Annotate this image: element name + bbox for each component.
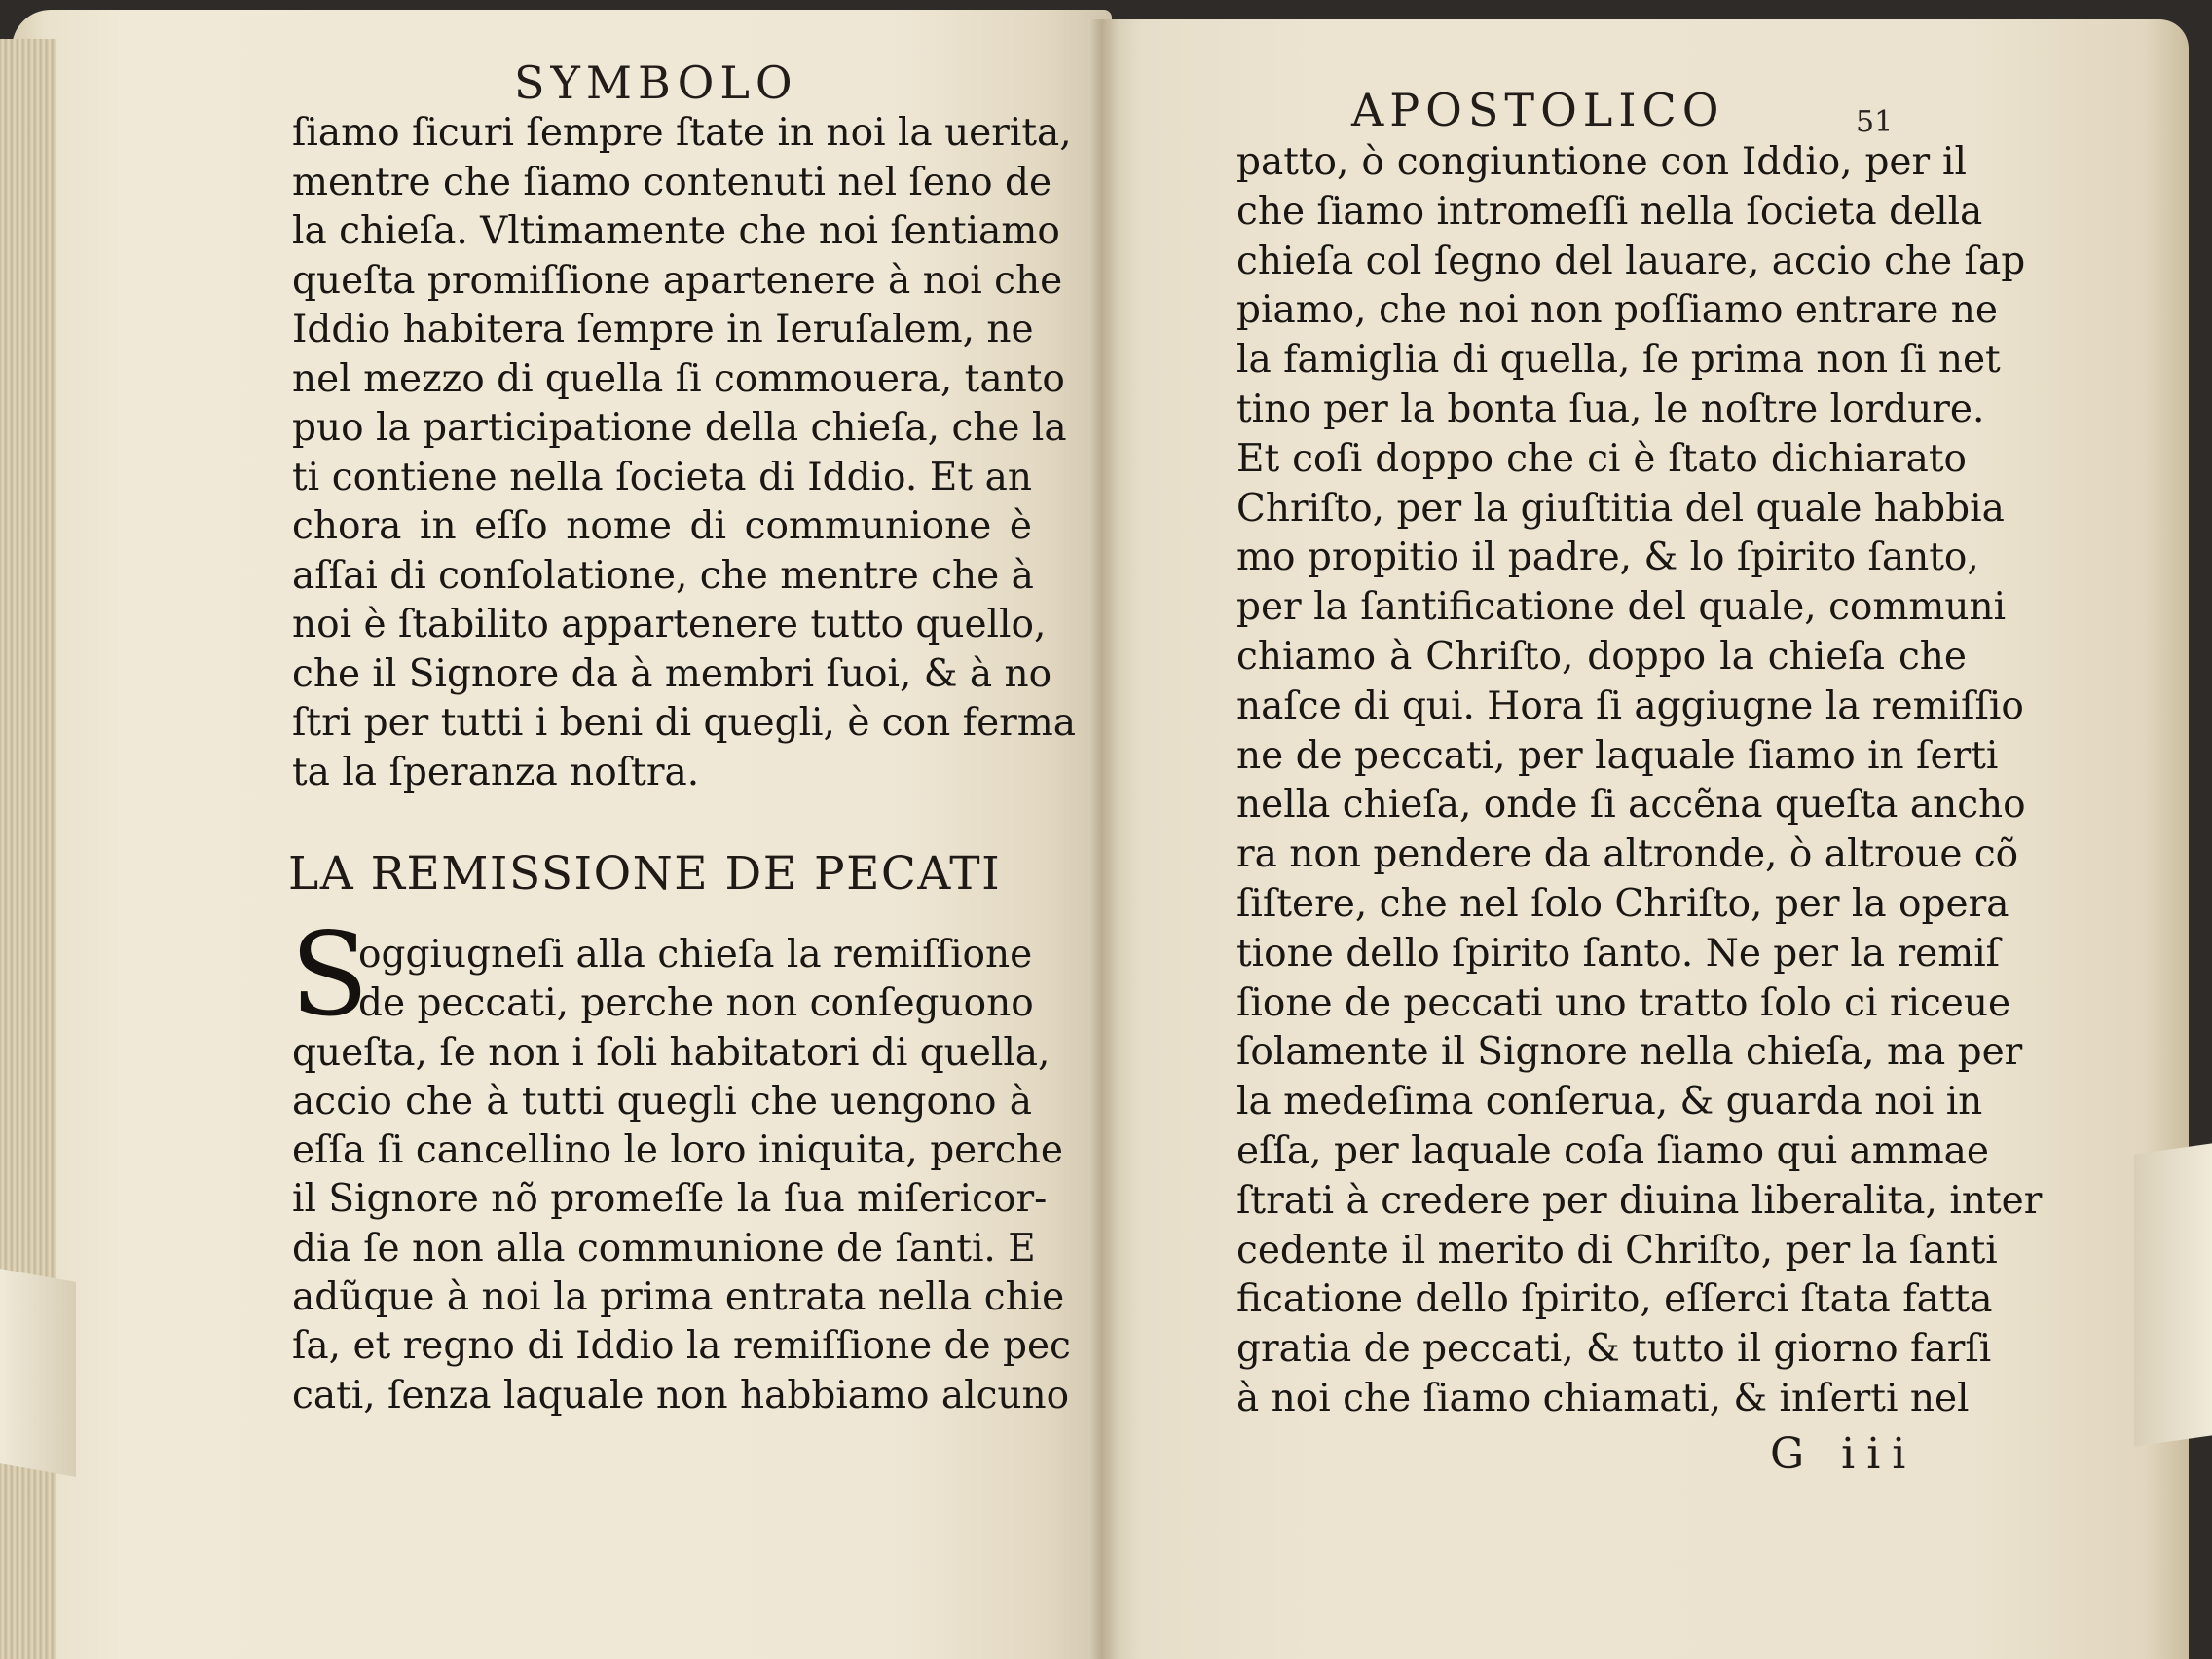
text-line: noi è ſtabilito appartenere tutto quello, [292,603,1047,646]
left-running-head: SYMBOLO [514,56,798,109]
text-line: per la ſantificatione del quale, communi [1236,585,2007,630]
text-line: à noi che ſiamo chiamati, & inſerti nel [1236,1376,1970,1420]
text-line: de peccati, perche non conſeguono [358,981,1034,1026]
text-line: chieſa col ſegno del lauare, accio che ſap [1236,239,2026,283]
text-line: ra non pendere da altronde, ò altroue cõ [1236,832,2019,877]
text-line: accio che à tutti quegli che uengono à [292,1079,1032,1124]
text-line: chora in eſſo nome di communione è [292,504,1032,548]
section-heading: LA REMISSIONE DE PECATI [288,847,1002,901]
text-line: cati, ſenza laquale non habbiamo alcuno [292,1373,1070,1418]
text-line: la medeſima conſerua, & guarda noi in [1236,1080,1983,1124]
text-line: queſta, ſe non i ſoli habitatori di quella, [292,1030,1051,1075]
text-line: ſtri per tutti i beni di quegli, è con ferma [292,701,1077,745]
text-line: adũque à noi la prima entrata nella chie [292,1275,1065,1320]
text-line: ſione de peccati uno tratto ſolo ci riceue [1236,980,2011,1025]
text-line: che ſiamo intromeſſi nella ſocieta della [1236,189,1983,234]
text-line: ſa, et regno di Iddio la remiſſione de pec [292,1324,1071,1369]
text-line: ne de peccati, per laquale ſiamo in ſerti [1236,733,1999,778]
left-text-block [292,109,1077,797]
text-line: ſiamo ſicuri ſempre ſtate in noi la uerita, [292,111,1072,155]
text-line: ſtrati à credere per diuina liberalita, inter [1236,1178,2043,1223]
text-line: ſiſtere, che nel ſolo Chriſto, per la opera [1236,881,2009,926]
text-line: eſſa, per laquale coſa ſiamo qui ammae [1236,1128,1990,1173]
signature-mark: G iii [1770,1429,1918,1479]
drop-cap: S [290,907,369,1042]
text-line: la chieſa. Vltimamente che noi ſentiamo [292,209,1060,253]
text-line: gratia de peccati, & tutto il giorno farſi [1236,1327,1992,1372]
text-line: naſce di qui. Hora ſi aggiugne la remiſſio [1236,683,2024,728]
text-line: ta la ſperanza noſtra. [292,750,700,794]
text-line: queſta promiſſione apartenere à noi che [292,258,1063,303]
right-page-corner [2134,1143,2212,1446]
text-line: Et coſi doppo che ci è ſtato dichiarato [1236,436,1967,481]
text-line: ficatione dello ſpirito, eſſerci ſtata fatta [1236,1277,1993,1322]
text-line: dia ſe non alla communione de ſanti. E [292,1226,1036,1271]
text-line: tino per la bonta ſua, le noſtre lordure. [1236,387,1985,431]
text-line: Iddio habitera ſempre in Ieruſalem, ne [292,308,1034,351]
text-line: mo propitio il padre, & lo ſpirito ſanto, [1236,535,1979,580]
right-running-head: APOSTOLICO [1351,84,1725,136]
text-line: il Signore nõ promeſſe la ſua miſericor- [292,1177,1048,1222]
text-line: nella chieſa, onde ſi accẽna queſta ancho [1236,783,2026,828]
left-page-corner [0,1269,76,1477]
text-line: chiamo à Chriſto, doppo la chieſa che [1236,634,1967,679]
text-line: ſolamente il Signore nella chieſa, ma per [1236,1030,2023,1075]
text-line: cedente il merito di Chriſto, per la ſanti [1236,1228,1998,1272]
text-line: piamo, che noi non poſſiamo entrare ne [1236,288,1998,333]
left-section-text [292,931,1071,1420]
text-line: eſſa ſi cancellino le loro iniquita, perche [292,1128,1063,1173]
page-number: 51 [1856,105,1894,139]
text-line: tione dello ſpirito ſanto. Ne per la remiſ [1236,931,2001,976]
text-line: oggiugneſi alla chieſa la remiſſione [358,933,1033,977]
text-line: aſſai di conſolatione, che mentre che à [292,553,1034,598]
text-line: puo la participatione della chieſa, che la [292,406,1067,450]
text-line: patto, ò congiuntione con Iddio, per il [1236,140,1967,184]
text-line: ti contiene nella ſocieta di Iddio. Et an [292,455,1032,499]
right-text-block [1236,138,2043,1424]
text-line: che il Signore da à membri ſuoi, & à no [292,651,1052,696]
text-line: la famiglia di quella, ſe prima non ſi net [1236,338,2001,383]
text-line: Chriſto, per la giuſtitia del quale habbia [1236,486,2005,531]
text-line: nel mezzo di quella ſi commouera, tanto [292,356,1065,401]
book-gutter [1088,19,1118,1659]
text-line: mentre che ſiamo contenuti nel ſeno de [292,160,1052,204]
